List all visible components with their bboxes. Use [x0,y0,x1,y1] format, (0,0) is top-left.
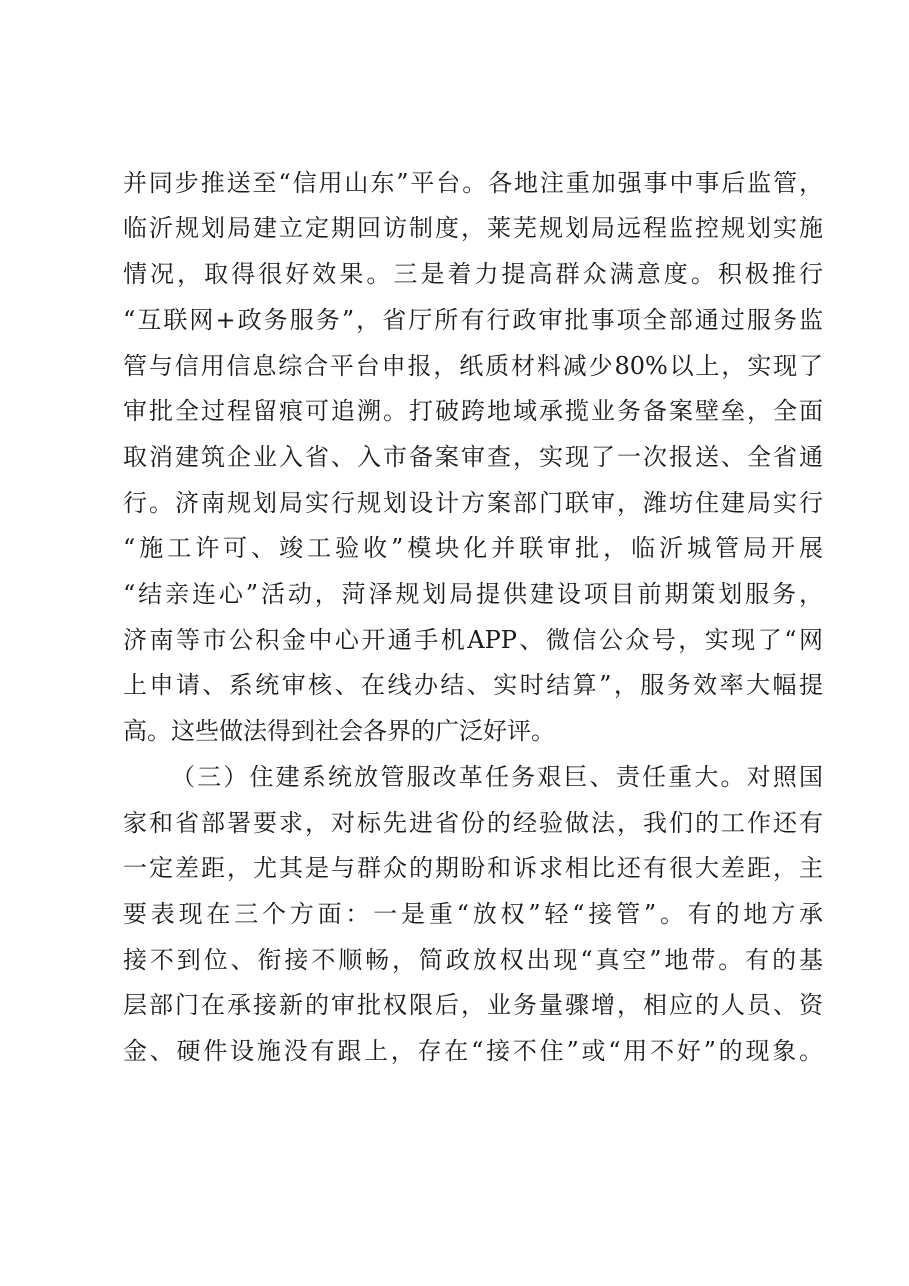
text-line: 临沂规划局建立定期回访制度，莱芜规划局远程监控规划实施 [123,214,823,242]
text-line: 上申请、系统审核、在线办结、实时结算”，服务效率大幅提 [123,671,823,699]
text-line: 审批全过程留痕可追溯。打破跨地域承揽业务备案壁垒，全面 [123,397,823,425]
text-line: 要表现在三个方面：一是重“放权”轻“接管”。有的地方承 [123,900,823,928]
text-line: 取消建筑企业入省、入市备案审查，实现了一次报送、全省通 [123,443,823,471]
text-line: 接不到位、衔接不顺畅，简政放权出现“真空”地带。有的基 [123,946,823,974]
text-line: 情况，取得很好效果。三是着力提高群众满意度。积极推行 [123,260,823,288]
text-line: 济南等市公积金中心开通手机APP、微信公众号，实现了“网 [123,626,823,654]
text-line: 并同步推送至“信用山东”平台。各地注重加强事中事后监管， [123,169,823,197]
text-line: 管与信用信息综合平台申报，纸质材料减少80%以上，实现了 [123,352,823,380]
text-line: 金、硬件设施没有跟上，存在“接不住”或“用不好”的现象。 [123,1037,823,1065]
text-line: “施工许可、竣工验收”模块化并联审批，临沂城管局开展 [123,534,823,562]
text-line: 行。济南规划局实行规划设计方案部门联审，潍坊住建局实行 [123,489,823,517]
paragraph-first-line: （三）住建系统放管服改革任务艰巨、责任重大。对照国 [171,763,823,791]
text-line: “互联网+政务服务”，省厅所有行政审批事项全部通过服务监 [123,306,823,334]
text-line: 层部门在承接新的审批权限后，业务量骤增，相应的人员、资 [123,991,823,1019]
text-line: 高。这些做法得到社会各界的广泛好评。 [123,717,555,745]
text-line: “结亲连心”活动，菏泽规划局提供建设项目前期策划服务， [123,580,823,608]
text-line: 家和省部署要求，对标先进省份的经验做法，我们的工作还有 [123,809,823,837]
text-line: 一定差距，尤其是与群众的期盼和诉求相比还有很大差距，主 [123,854,823,882]
